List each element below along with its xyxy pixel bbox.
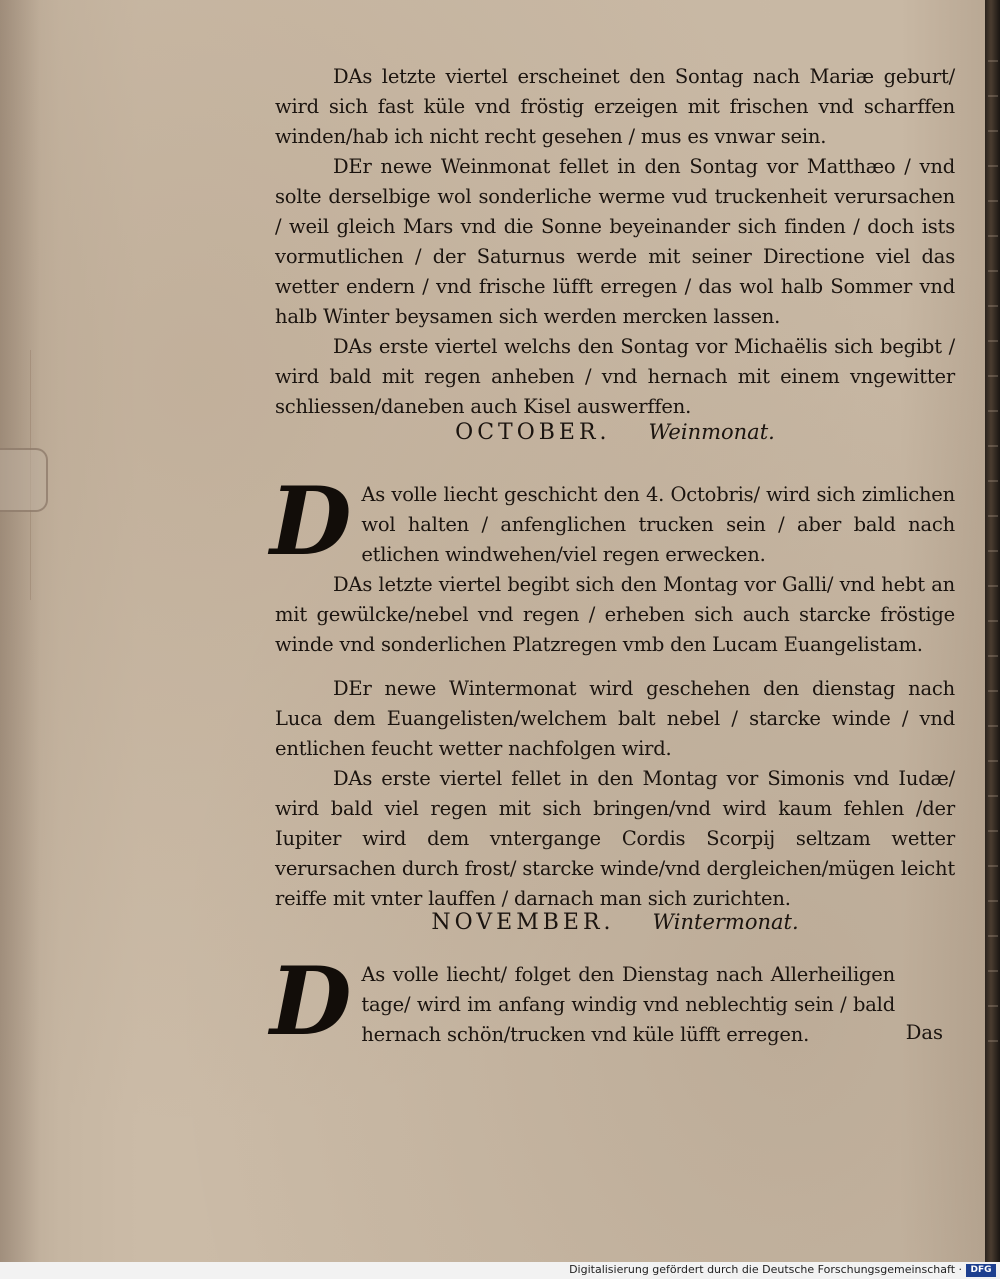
november-heading-latin: NOVEMBER. xyxy=(431,910,615,935)
october-heading-latin: OCTOBER. xyxy=(455,420,611,445)
paragraph-new-moon-november: DEr newe Wintermonat wird geschehen den dienstag nach Luca dem Euangelisten/welchem balt nebel / starcke winde / vnd entlichen feucht wetter nachfolgen wird. xyxy=(275,677,955,760)
october-heading xyxy=(275,420,955,445)
november-heading xyxy=(275,910,955,935)
october-heading-german: Weinmonat. xyxy=(648,420,775,444)
paragraph-full-moon-november xyxy=(270,947,895,1057)
footer-credit: Digitalisierung gefördert durch die Deutsche Forschungsgemeinschaft · xyxy=(569,1263,962,1276)
paragraph-full-moon-october xyxy=(270,467,955,577)
adjacent-page-text-lines xyxy=(988,60,998,1060)
text-block-november xyxy=(270,947,895,1057)
page-tab-cutout xyxy=(0,448,48,512)
dfg-logo: DFG xyxy=(966,1264,996,1277)
text-block-september-end xyxy=(275,62,955,422)
paragraph-new-moon-october: DEr newe Weinmonat fellet in den Sontag vor Matthæo / vnd solte derselbige wol sonderliche werme vud truckenheit verursachen / weil gleich Mars vnd die Sonne beyeinander sich finden / doch ists vormutlichen / der Saturnus werde mit seiner Directione viel das wetter endern / vnd frische lüfft erregen / das wol halb Sommer vnd halb Winter beysamen sich werden mercken lassen. xyxy=(275,155,955,328)
catchword: Das xyxy=(905,1021,943,1044)
november-heading-german: Wintermonat. xyxy=(652,910,799,934)
paragraph-full-moon-november-text: As volle liecht/ folget den Dienstag nach Allerheiligen tage/ wird im anfang windig vnd neblechtig sein / bald hernach schön/trucken vnd küle lüfft erregen. xyxy=(361,963,895,1046)
paragraph-first-quarter-simonis: DAs erste viertel fellet in den Montag vor Simonis vnd Iudæ/ wird bald viel regen mit sich bringen/vnd wird kaum fehlen /der Iupiter wird dem vntergange Cordis Scorpij seltzam wetter verursachen durch frost/ starcke winde/vnd dergleichen/mügen leicht reiffe mit vnter lauffen / darnach man sich zurichten. xyxy=(275,767,955,910)
page-gutter-shadow xyxy=(0,0,40,1262)
decorated-initial-october: D xyxy=(270,467,352,577)
decorated-initial-november: D xyxy=(270,947,352,1057)
paragraph-first-quarter-michaelis: DAs erste viertel welchs den Sontag vor Michaëlis sich begibt / wird bald mit regen anheben / vnd hernach mit einem vngewitter schliessen/daneben auch Kisel auswerffen. xyxy=(275,335,955,418)
paragraph-full-moon-october-text: As volle liecht geschicht den 4. Octobris/ wird sich zimlichen wol halten / anfenglichen trucken sein / aber bald nach etlichen windwehen/viel regen erwecken. xyxy=(361,483,955,566)
paragraph-last-quarter-september: DAs letzte viertel erscheinet den Sontag nach Mariæ geburt/ wird sich fast küle vnd fröstig erzeigen mit frischen vnd scharffen winden/hab ich nicht recht gesehen / mus es vnwar sein. xyxy=(275,65,955,148)
text-block-october xyxy=(270,467,955,914)
paragraph-last-quarter-october: DAs letzte viertel begibt sich den Montag vor Galli/ vnd hebt an mit gewülcke/nebel vnd regen / erheben sich auch starcke fröstige winde vnd sonderlichen Platzregen vmb den Lucam Euangelistam. xyxy=(275,573,955,656)
